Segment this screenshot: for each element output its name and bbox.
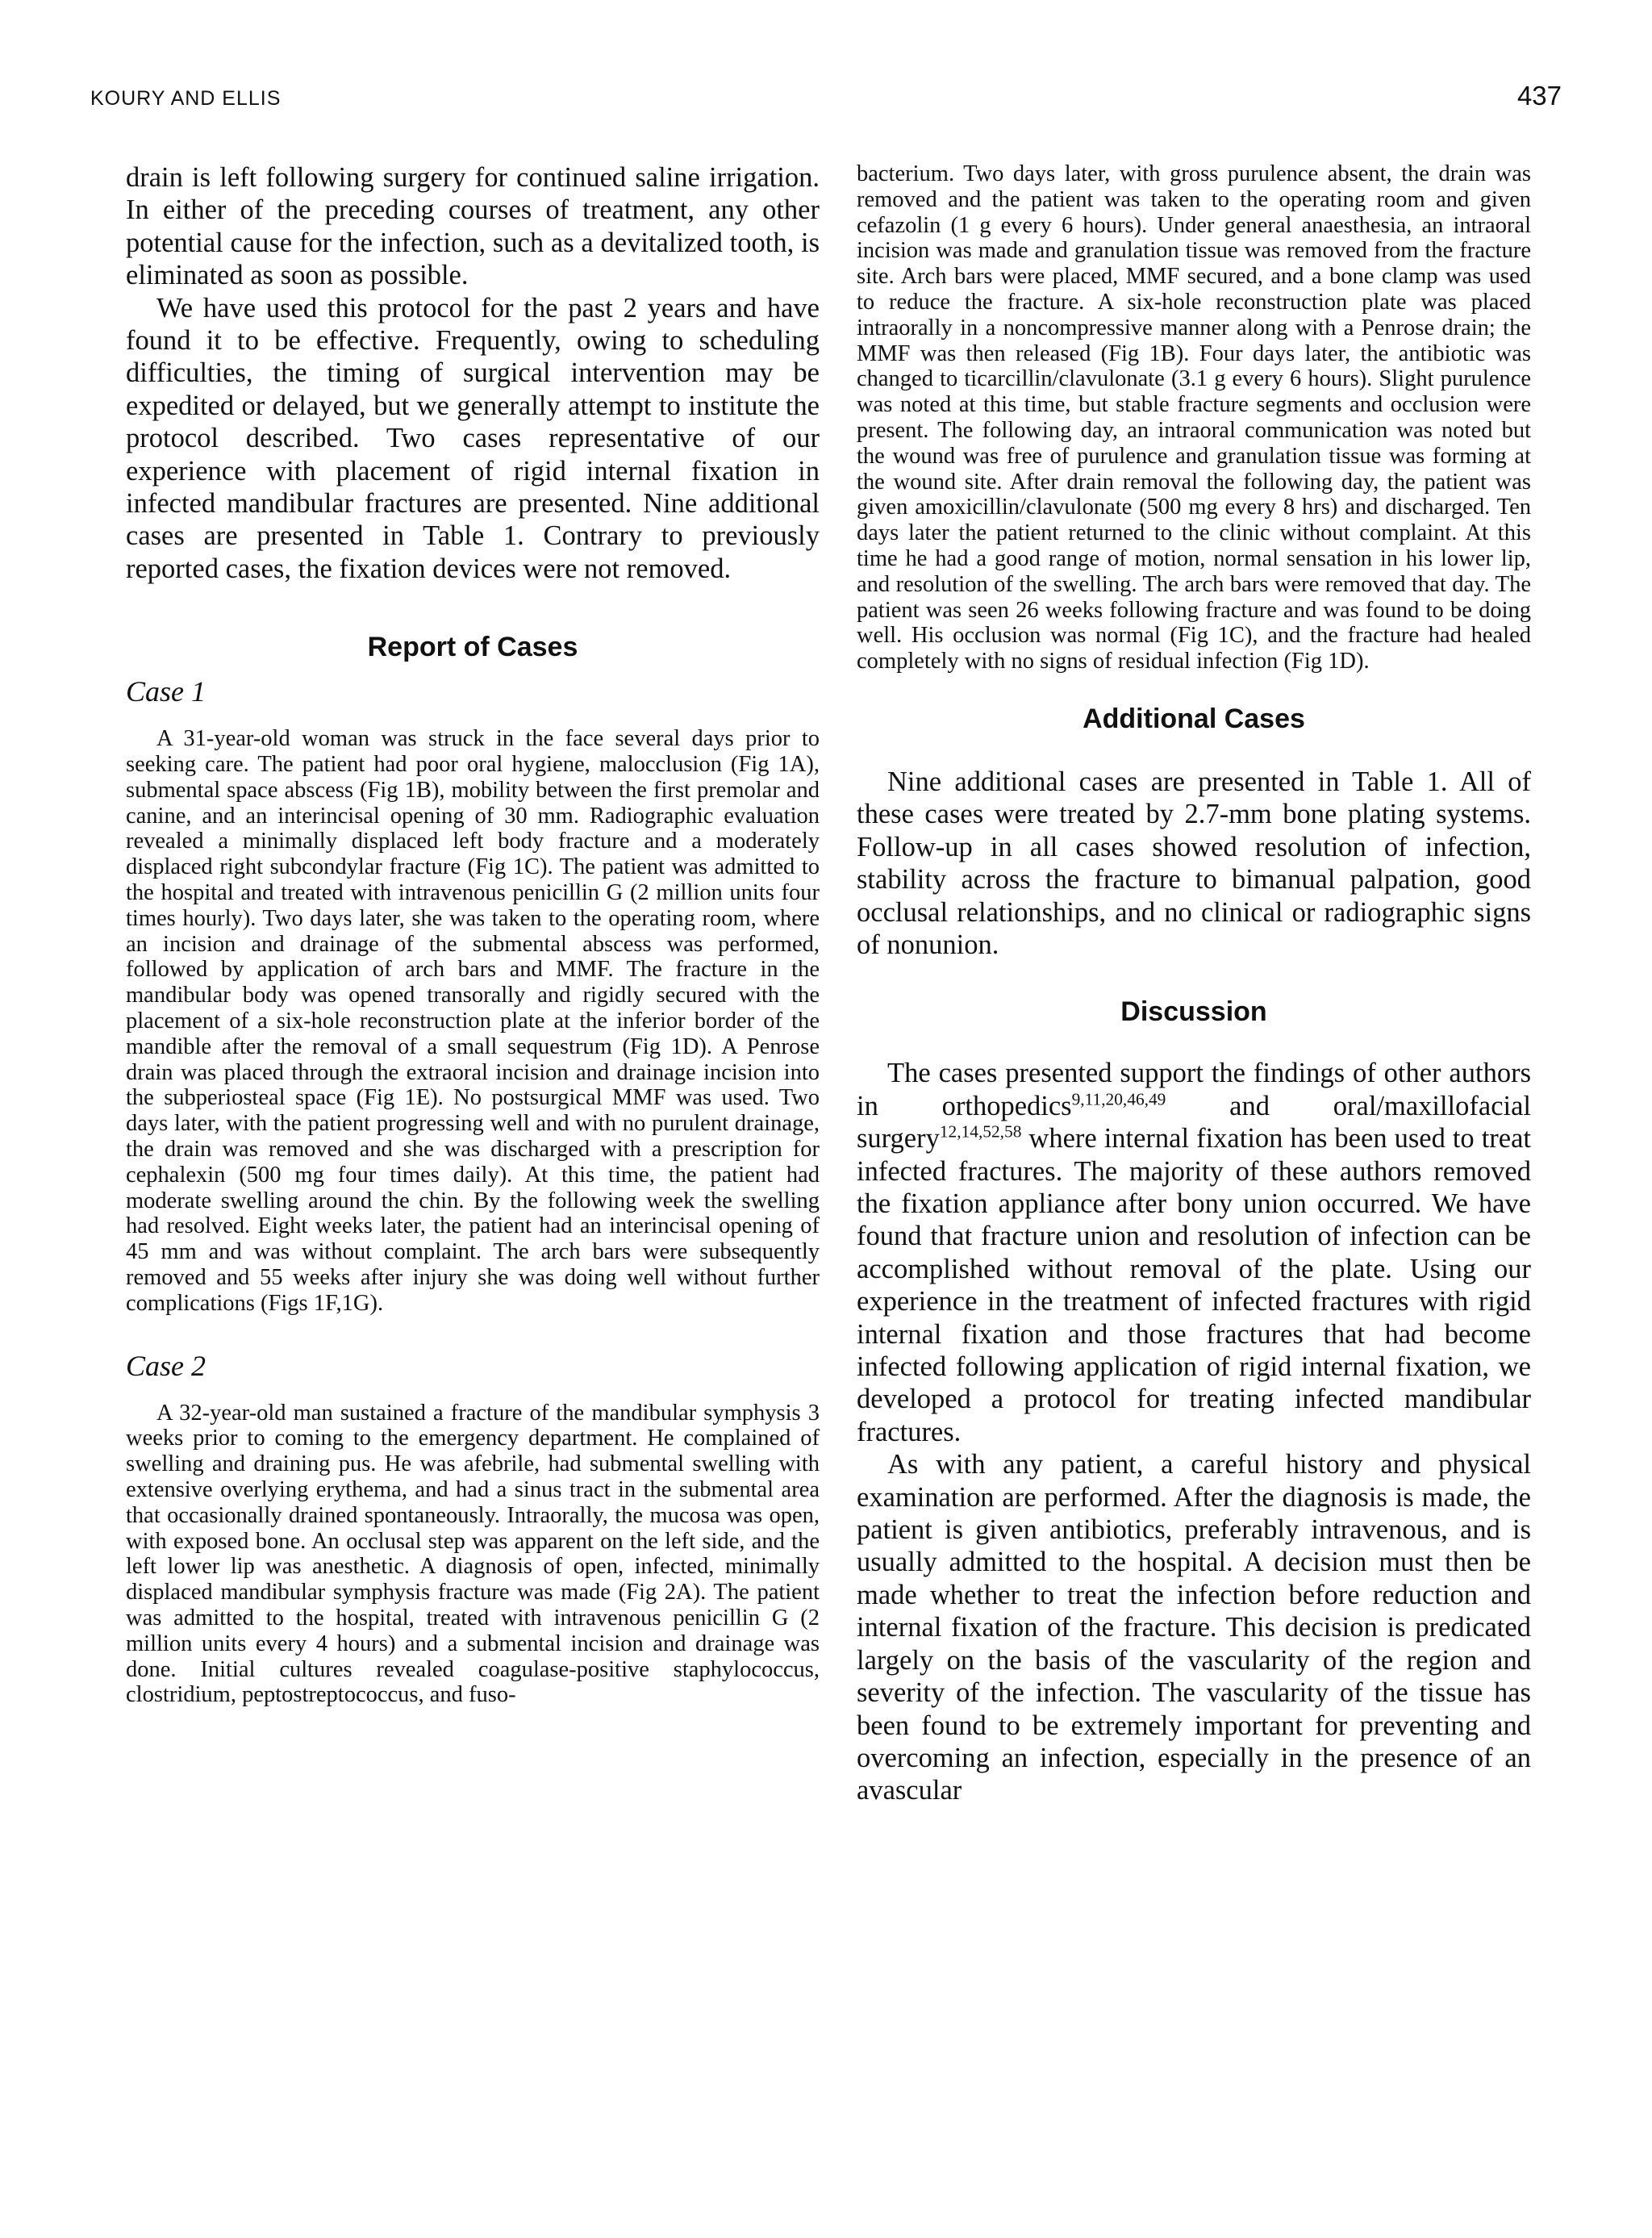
heading-discussion: Discussion [1120, 996, 1267, 1028]
heading-report-of-cases: Report of Cases [367, 632, 578, 663]
discussion-1-text-b: and oral/maxillofacial surgery [857, 1090, 1531, 1154]
running-head [90, 81, 1562, 113]
discussion-1-text-c: where internal fixation has been used to treat infected fractures. The majority of these authors removed the fixation appliance after bony union occurred. We have found that fracture union and resolution of infection can be accomplished without removal of the plate. Using our experience in the treatment of infected fractures with rigid internal fixation and those fractures that had become infected following application of rigid internal fixation, we developed a protocol for treating infected mandibular fractures. [857, 1123, 1531, 1447]
paragraph-protocol-experience: We have used this protocol for the past 2 years and have found it to be effective. Frequently, owing to scheduling difficulties, the timing of surgical intervention may be expedited or delayed, but we generally attempt to institute the protocol described. Two cases representative of our experience with placement of rigid internal fixation in infected mandibular fractures are presented. Nine additional cases are presented in Table 1. Contrary to previously reported cases, the fixation devices were not removed. [126, 292, 820, 584]
paragraph-additional-cases: Nine additional cases are presented in Table 1. All of these cases were treated by 2.7-mm bone plating systems. Follow-up in all cases showed resolution of infection, stability across the fracture to bimanual palpation, good occlusal relationships, and no clinical or radiographic signs of nonunion. [857, 766, 1531, 960]
paragraph-case-1: A 31-year-old woman was struck in the face several days prior to seeking care. The patient had poor oral hygiene, malocclusion (Fig 1A), submental space abscess (Fig 1B), mobility between the first premolar and canine, and an interincisal opening of 30 mm. Radiographic evaluation revealed a minimally displaced left body fracture and a moderately displaced right subcondylar fracture (Fig 1C). The patient was admitted to the hospital and treated with intravenous penicillin G (2 million units four times hourly). Two days later, she was taken to the operating room, where an incision and drainage of the submental abscess was performed, followed by application of arch bars and MMF. The fracture in the mandibular body was opened transorally and rigidly secured with the placement of a six-hole reconstruction plate at the inferior border of the mandible after the removal of a small sequestrum (Fig 1D). A Penrose drain was placed through the extraoral incision and drainage incision into the subperiosteal space (Fig 1E). No postsurgical MMF was used. Two days later, with the patient progressing well and with no purulent drainage, the drain was removed and she was discharged with a prescription for cephalexin (500 mg four times daily). At this time, the patient had moderate swelling around the chin. By the following week the swelling had resolved. Eight weeks later, the patient had an interincisal opening of 45 mm and was without complaint. The arch bars were subsequently removed and 55 weeks after injury she was doing well without further complications (Figs 1F,1G). [126, 726, 820, 1316]
discussion-1-text-a: The cases presented support the findings of other authors in orthopedics [857, 1058, 1531, 1121]
paragraph-case-2-continued: bacterium. Two days later, with gross purulence absent, the drain was removed and the patient was taken to the operating room and given cefazolin (1 g every 6 hours). Under general anaesthesia, an intraoral incision was made and granulation tissue was removed from the fracture site. Arch bars were placed, MMF secured, and a bone clamp was used to reduce the fracture. A six-hole reconstruction plate was placed intraorally in a noncompressive manner along with a Penrose drain; the MMF was then released (Fig 1B). Four days later, the antibiotic was changed to ticarcillin/clavulonate (3.1 g every 6 hours). Slight purulence was noted at this time, but stable fracture segments and occlusion were present. The following day, an intraoral communication was noted but the wound was free of purulence and granulation tissue was forming at the wound site. After drain removal the following day, the patient was given amoxicillin/clavulonate (500 mg every 8 hrs) and discharged. Ten days later the patient returned to the clinic without complaint. At this time he had a good range of motion, normal sensation in his lower lip, and resolution of the swelling. The arch bars were removed that day. The patient was seen 26 weeks following fracture and was found to be doing well. His occlusion was normal (Fig 1C), and the fracture had healed completely with no signs of residual infection (Fig 1D). [857, 161, 1531, 674]
heading-case-1: Case 1 [126, 675, 206, 708]
paragraph-protocol-end: drain is left following surgery for continued saline irrigation. In either of the preceding courses of treatment, any other potential cause for the infection, such as a devitalized tooth, is eliminated as soon as possible. [126, 162, 820, 291]
citation-orthopedics: 9,11,20,46,49 [1071, 1089, 1166, 1109]
page-number: 437 [1516, 81, 1562, 111]
paragraph-discussion-2: As with any patient, a careful history and physical examination are performed. After the diagnosis is made, the patient is given antibiotics, preferably intravenous, and is usually admitted to the hospital. A decision must then be made whether to treat the infection before reduction and internal fixation of the fracture. This decision is predicated largely on the basis of the vascularity of the region and severity of the infection. The vascularity of the tissue has been found to be extremely important for preventing and overcoming an infection, especially in the presence of an avascular [857, 1449, 1531, 1806]
heading-case-2: Case 2 [126, 1349, 206, 1382]
citation-oral-surgery: 12,14,52,58 [939, 1121, 1022, 1142]
right-column [857, 161, 1531, 1807]
heading-additional-cases: Additional Cases [1083, 703, 1305, 734]
running-head-authors: KOURY AND ELLIS [90, 87, 282, 110]
paragraph-discussion-1 [857, 1057, 1531, 1448]
left-column [126, 161, 820, 1708]
paragraph-case-2: A 32-year-old man sustained a fracture of the mandibular symphysis 3 weeks prior to coming to the emergency department. He complained of swelling and draining pus. He was afebrile, had submental swelling with extensive overlying erythema, and had a sinus tract in the submental area that occasionally drained spontaneously. Intraorally, the mucosa was open, with exposed bone. An occlusal step was apparent on the left side, and the left lower lip was anesthetic. A diagnosis of open, infected, minimally displaced mandibular symphysis fracture was made (Fig 2A). The patient was admitted to the hospital, treated with intravenous penicillin G (2 million units every 4 hours) and a submental incision and drainage was done. Initial cultures revealed coagulase-positive staphylococcus, clostridium, peptostreptococcus, and fuso- [126, 1400, 820, 1708]
